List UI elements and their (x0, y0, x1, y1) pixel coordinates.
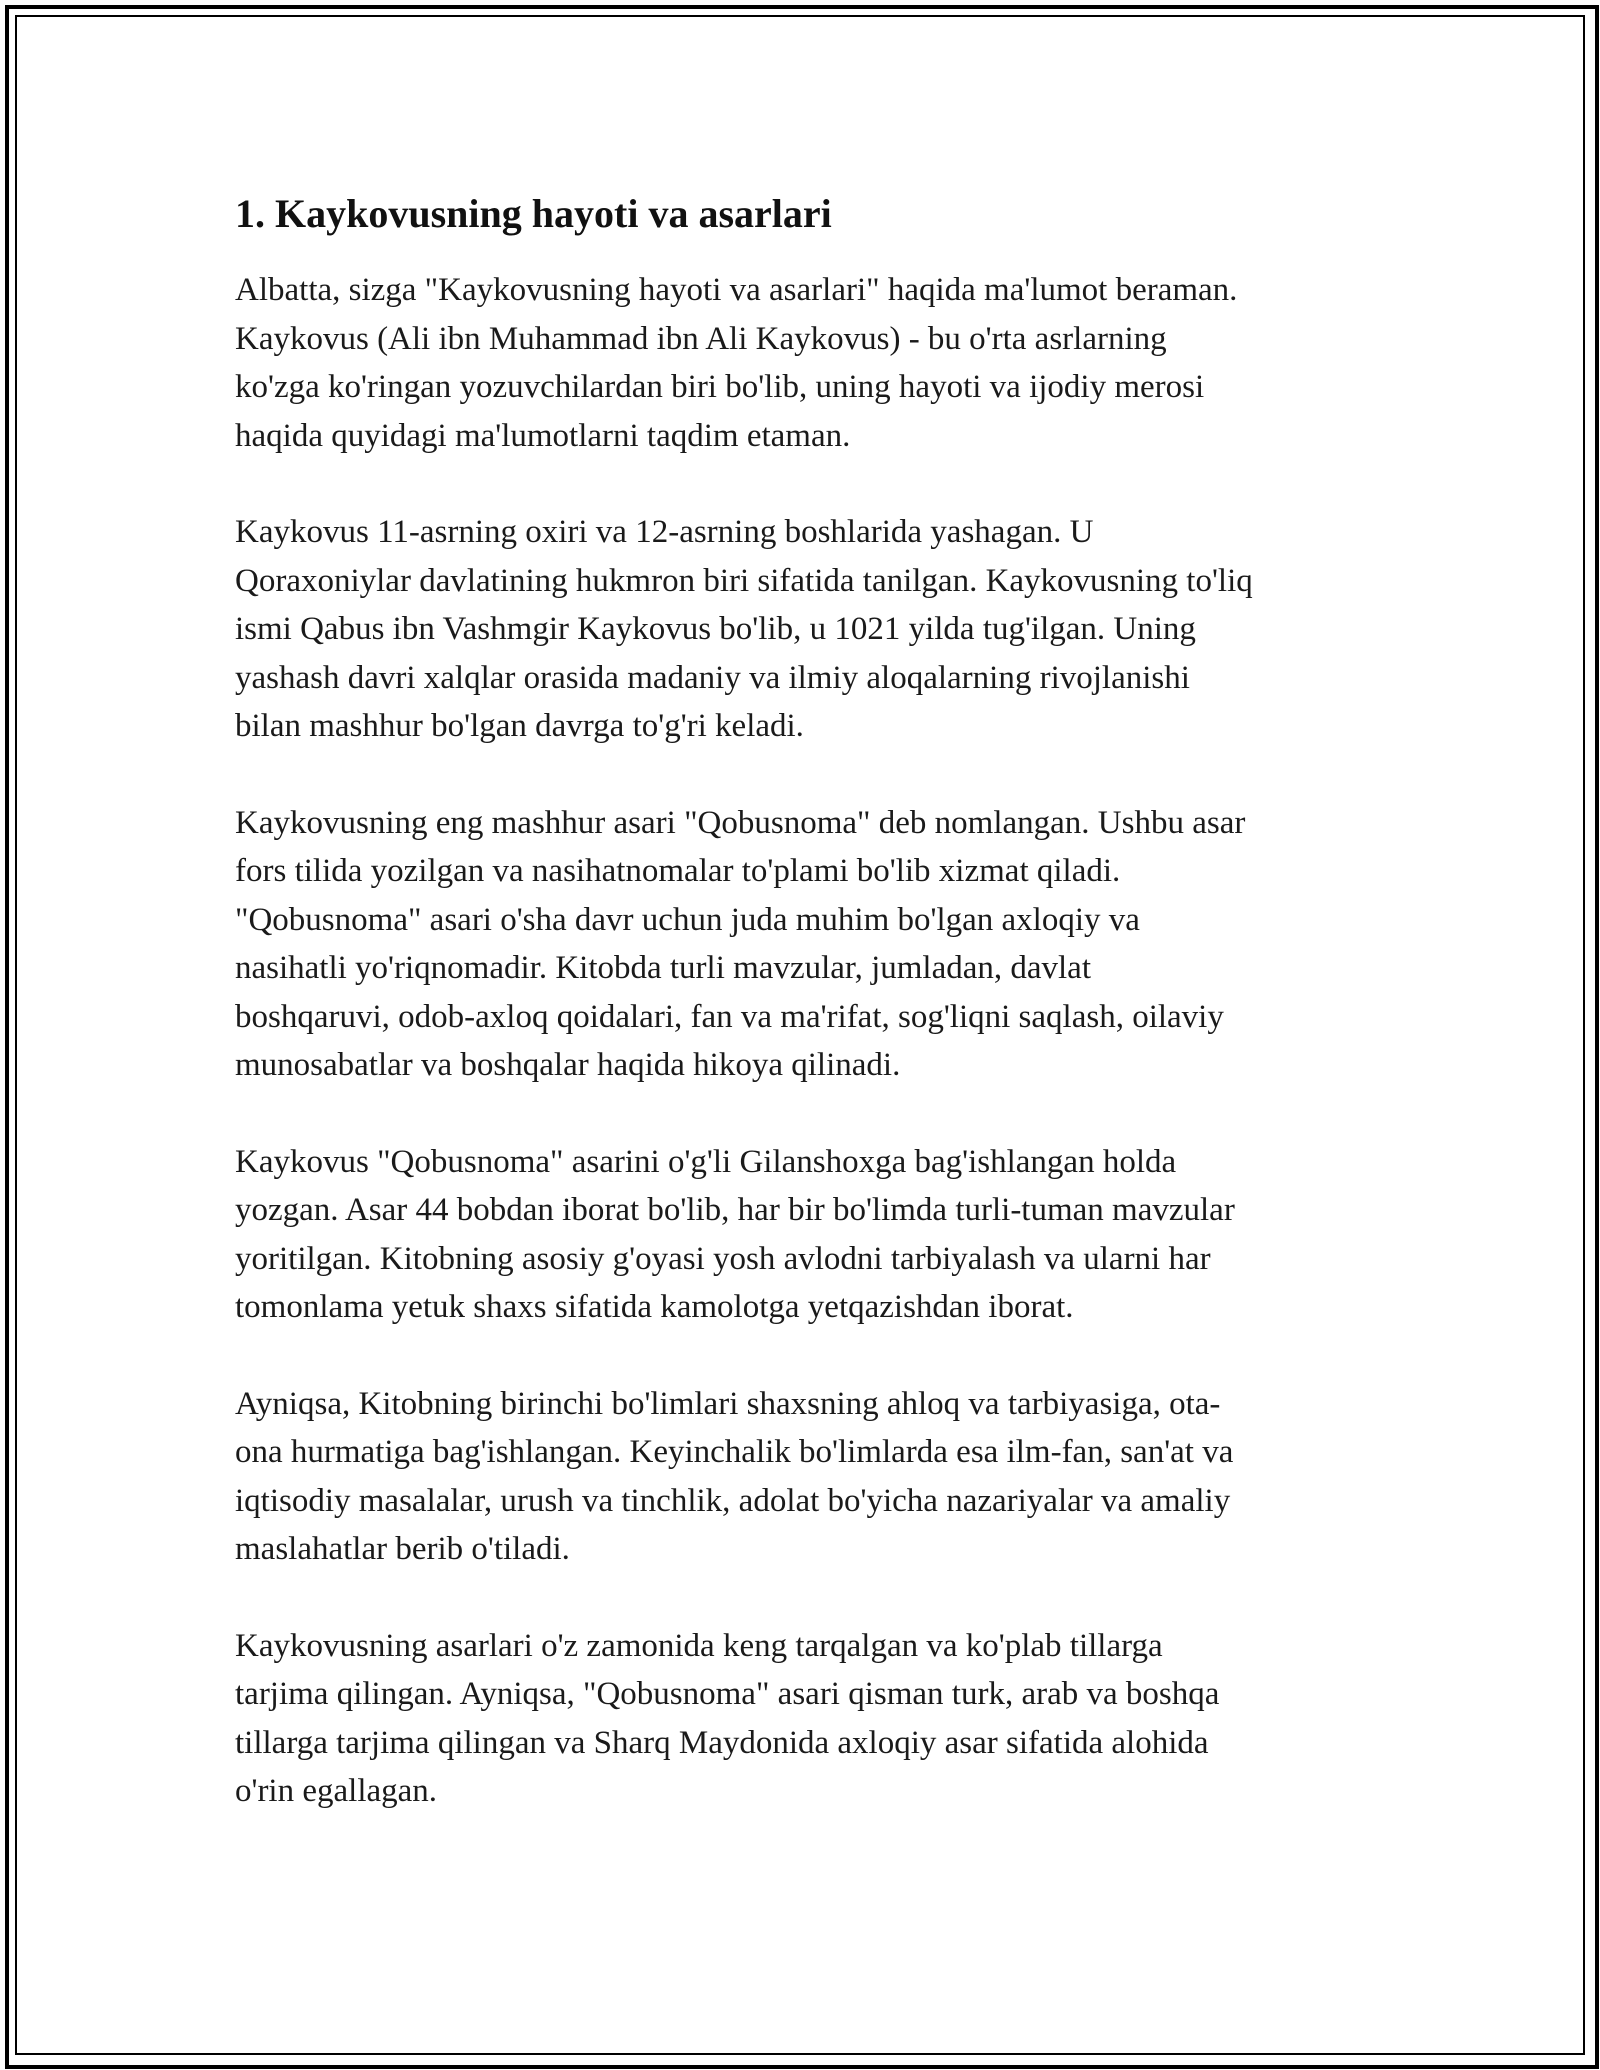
paragraph-line: yoritilgan. Kitobning asosiy g'oyasi yosh avlodni tarbiyalash va ularni har (235, 1240, 1211, 1277)
paragraph-line: maslahatlar berib o'tiladi. (235, 1531, 570, 1567)
paragraph-line: yashash davri xalqlar orasida madaniy va ilmiy aloqalarning rivojlanishi (235, 659, 1190, 696)
paragraph-line: o'rin egallagan. (235, 1773, 438, 1809)
paragraph-line: iqtisodiy masalalar, urush va tinchlik, adolat bo'yicha nazariyalar va amaliy (235, 1482, 1231, 1519)
paragraph (235, 799, 1385, 1090)
paragraph-line: tarjima qilingan. Ayniqsa, "Qobusnoma" asari qisman turk, arab va boshqa (235, 1676, 1220, 1712)
paragraph-line: fors tilida yozilgan va nasihatnomalar to'plami bo'lib xizmat qiladi. (235, 853, 1121, 889)
paragraph-line: tomonlama yetuk shaxs sifatida kamolotga yetqazishdan iborat. (235, 1289, 1074, 1325)
paragraph-line: munosabatlar va boshqalar haqida hikoya qilinadi. (235, 1047, 901, 1083)
paragraph (235, 1622, 1385, 1816)
paragraph-line: tillarga tarjima qilingan va Sharq Maydonida axloqiy asar sifatida alohida (235, 1724, 1209, 1761)
paragraph-line: Kaykovus "Qobusnoma" asarini o'g'li Gilanshoxga bag'ishlangan holda (235, 1143, 1177, 1180)
paragraph-line: boshqaruvi, odob-axloq qoidalari, fan va ma'rifat, sog'liqni saqlash, oilaviy (235, 998, 1224, 1035)
paragraph (235, 1380, 1385, 1574)
paragraph-line: Albatta, sizga "Kaykovusning hayoti va asarlari" haqida ma'lumot beraman. (235, 272, 1238, 308)
paragraph-line: yozgan. Asar 44 bobdan iborat bo'lib, har bir bo'limda turli-tuman mavzular (235, 1192, 1235, 1228)
paragraph-list (235, 266, 1385, 1816)
paragraph (235, 1138, 1385, 1332)
paragraph (235, 508, 1385, 751)
paragraph-line: Kaykovusning eng mashhur asari "Qobusnoma" deb nomlangan. Ushbu asar (235, 804, 1246, 841)
paragraph-line: Kaykovusning asarlari o'z zamonida keng tarqalgan va ko'plab tillarga (235, 1627, 1163, 1664)
paragraph-line: Kaykovus 11-asrning oxiri va 12-asrning boshlarida yashagan. U (235, 514, 1094, 550)
paragraph-line: Ayniqsa, Kitobning birinchi bo'limlari shaxsning ahloq va tarbiyasiga, ota- (235, 1385, 1221, 1422)
paragraph-line: nasihatli yo'riqnomadir. Kitobda turli mavzular, jumladan, davlat (235, 950, 1092, 986)
document-body (235, 190, 1385, 1864)
paragraph-line: "Qobusnoma" asari o'sha davr uchun juda muhim bo'lgan axloqiy va (235, 901, 1140, 938)
paragraph-line: Kaykovus (Ali ibn Muhammad ibn Ali Kaykovus) - bu o'rta asrlarning (235, 320, 1167, 357)
paragraph-line: Qoraxoniylar davlatining hukmron biri sifatida tanilgan. Kaykovusning to'liq (235, 562, 1253, 599)
paragraph (235, 266, 1385, 460)
paragraph-line: ismi Qabus ibn Vashmgir Kaykovus bo'lib, u 1021 yilda tug'ilgan. Uning (235, 611, 1196, 647)
paragraph-line: bilan mashhur bo'lgan davrga to'g'ri keladi. (235, 708, 804, 744)
paragraph-line: ona hurmatiga bag'ishlangan. Keyinchalik bo'limlarda esa ilm-fan, san'at va (235, 1434, 1234, 1470)
document-title: 1. Kaykovusning hayoti va asarlari (235, 191, 832, 236)
paragraph-line: ko'zga ko'ringan yozuvchilardan biri bo'lib, uning hayoti va ijodiy merosi (235, 369, 1205, 405)
paragraph-line: haqida quyidagi ma'lumotlarni taqdim etaman. (235, 417, 851, 454)
